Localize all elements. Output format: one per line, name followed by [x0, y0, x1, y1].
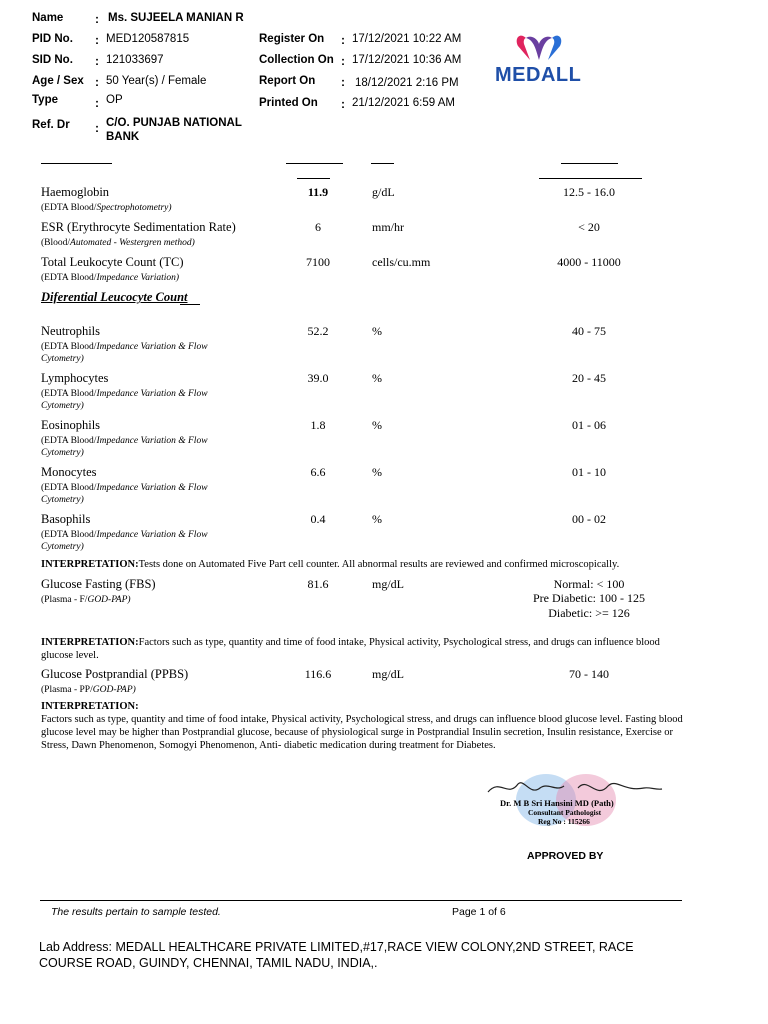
- sid-value: 121033697: [106, 54, 164, 66]
- method-name: Automated - Westergren method): [70, 238, 195, 248]
- test-name: Glucose Postprandial (PPBS): [41, 667, 189, 681]
- divider: [41, 163, 112, 164]
- test-ref-range: 12.5 - 16.0: [563, 185, 615, 199]
- pid-label: PID No.: [32, 33, 73, 45]
- doctor-title: Consultant Pathologist: [528, 808, 602, 817]
- method-name: Impedance Variation & Flow: [96, 483, 208, 493]
- brand-text: MEDALL: [495, 64, 582, 86]
- medall-heart-icon: [494, 30, 584, 64]
- sample-type: (EDTA Blood/: [41, 342, 97, 352]
- method-name: Impedance Variation & Flow: [96, 342, 208, 352]
- colon: :: [95, 75, 99, 89]
- test-name: Basophils: [41, 512, 91, 526]
- colon: :: [95, 33, 99, 47]
- doctor-reg: Reg No : 115266: [538, 817, 590, 826]
- test-method: [41, 482, 208, 494]
- test-unit: g/dL: [372, 185, 395, 199]
- colon: :: [341, 33, 345, 47]
- test-result: 39.0: [307, 371, 329, 385]
- test-method: [41, 272, 179, 284]
- refdr-line2: BANK: [106, 131, 140, 143]
- page-number: Page 1 of 6: [452, 906, 506, 918]
- collection-value: 17/12/2021 10:36 AM: [352, 54, 462, 66]
- brand-name: [495, 64, 581, 87]
- test-name: Monocytes: [41, 465, 97, 479]
- method-name: Impedance Variation & Flow: [96, 436, 208, 446]
- divider: [561, 163, 618, 164]
- interpretation-cbc: [41, 558, 701, 571]
- test-ref-range: < 20: [578, 220, 600, 234]
- interpretation-fbs: [41, 636, 691, 662]
- test-unit: %: [372, 512, 382, 526]
- colon: :: [95, 121, 99, 135]
- test-unit: mm/hr: [372, 220, 404, 234]
- sample-type: (Blood/: [41, 238, 71, 248]
- printed-label: Printed On: [259, 97, 318, 109]
- test-name: ESR (Erythrocyte Sedimentation Rate): [41, 220, 236, 234]
- test-result: 6.6: [310, 465, 326, 479]
- test-method: [41, 341, 208, 353]
- test-method-cont: [41, 541, 84, 553]
- colon: :: [95, 54, 99, 68]
- method-name: Cytometry): [41, 495, 84, 505]
- test-method: [41, 237, 195, 249]
- test-method: [41, 684, 136, 696]
- name-label: Name: [32, 12, 64, 24]
- test-unit: %: [372, 465, 382, 479]
- agesex-value: 50 Year(s) / Female: [106, 75, 207, 87]
- divider: [180, 304, 200, 305]
- sample-type: (EDTA Blood/: [41, 483, 97, 493]
- signature-block: [478, 770, 678, 830]
- test-ref-range: Pre Diabetic: 100 - 125: [533, 591, 645, 605]
- sample-type: (Plasma - F/: [41, 595, 88, 605]
- colon: :: [341, 54, 345, 68]
- test-method: [41, 202, 172, 214]
- agesex-label: Age / Sex: [32, 75, 84, 87]
- report-value: 18/12/2021 2:16 PM: [355, 77, 459, 89]
- test-ref-range: 40 - 75: [572, 324, 606, 338]
- test-ref-range: 20 - 45: [572, 371, 606, 385]
- test-unit: %: [372, 371, 382, 385]
- test-name: Lymphocytes: [41, 371, 109, 385]
- test-ref-range: 70 - 140: [569, 667, 609, 681]
- test-unit: mg/dL: [372, 667, 404, 681]
- refdr-label: Ref. Dr: [32, 119, 70, 131]
- footer-note: The results pertain to sample tested.: [51, 906, 221, 918]
- footer-divider: [40, 900, 682, 901]
- test-result: 6: [315, 220, 321, 234]
- interpretation-label: INTERPRETATION:: [41, 637, 139, 648]
- sid-label: SID No.: [32, 54, 73, 66]
- printed-value: 21/12/2021 6:59 AM: [352, 97, 455, 109]
- interpretation-label: INTERPRETATION:: [41, 701, 139, 712]
- sample-type: (EDTA Blood/: [41, 530, 97, 540]
- test-ref-range: Diabetic: >= 126: [548, 606, 630, 620]
- divider: [297, 178, 330, 179]
- test-name: Neutrophils: [41, 324, 101, 338]
- lab-address: Lab Address: MEDALL HEALTHCARE PRIVATE LIMITED,#17,RACE VIEW COLONY,2ND STREET, RACE COURSE ROAD, GUINDY, CHENNAI, TAMIL NADU, INDIA,.: [39, 940, 634, 970]
- test-result: 11.9: [307, 185, 329, 199]
- test-unit: %: [372, 324, 382, 338]
- test-name: Glucose Fasting (FBS): [41, 577, 156, 591]
- interpretation-text: Factors such as type, quantity and time of food intake, Physical activity, Psychological stress, and drugs can influence blood glucose level.: [41, 637, 660, 661]
- interpretation-text: Factors such as type, quantity and time of food intake, Physical activity, Psychological stress, and drugs can influence blood glucose level. Fasting blood glucose level may be higher than Postprandial glucose, because of physiological surge in Postprandial Insulin secretion, Insulin resistance, Exercise or Stress, Dawn Phenomenon, Somogyi Phenomenon, Anti- diabetic medication during treatment for Diabetes.: [41, 714, 683, 751]
- register-label: Register On: [259, 33, 325, 45]
- colon: :: [341, 97, 345, 111]
- divider: [371, 163, 394, 164]
- method-name: Cytometry): [41, 401, 84, 411]
- test-result: 52.2: [307, 324, 329, 338]
- test-method-cont: [41, 447, 84, 459]
- test-name: Haemoglobin: [41, 185, 110, 199]
- test-method-cont: [41, 494, 84, 506]
- test-ref-range: 4000 - 11000: [557, 255, 621, 269]
- test-method: [41, 529, 208, 541]
- sample-type: (EDTA Blood/: [41, 389, 97, 399]
- test-method-cont: [41, 400, 84, 412]
- colon: :: [95, 96, 99, 110]
- section-title: Diferential Leucocyte Count: [41, 290, 188, 304]
- interpretation-text: Tests done on Automated Five Part cell counter. All abnormal results are reviewed and confirmed microscopically.: [138, 559, 620, 570]
- method-name: Impedance Variation & Flow: [96, 530, 208, 540]
- method-name: Cytometry): [41, 542, 84, 552]
- pid-value: MED120587815: [106, 33, 190, 45]
- approved-by: APPROVED BY: [527, 850, 604, 862]
- method-name: GOD-PAP): [92, 685, 136, 695]
- refdr-line1: C/O. PUNJAB NATIONAL: [106, 117, 242, 129]
- test-ref-range: 01 - 06: [572, 418, 606, 432]
- sample-type: (Plasma - PP/: [41, 685, 93, 695]
- test-method-cont: [41, 353, 84, 365]
- method-name: Impedance Variation & Flow: [96, 389, 208, 399]
- method-name: Cytometry): [41, 354, 84, 364]
- type-value: OP: [106, 94, 123, 106]
- test-ref-range: 00 - 02: [572, 512, 606, 526]
- sample-type: (EDTA Blood/: [41, 273, 97, 283]
- test-unit: mg/dL: [372, 577, 404, 591]
- interpretation-label: INTERPRETATION:: [41, 559, 139, 570]
- test-method: [41, 594, 131, 606]
- divider: [539, 178, 642, 179]
- test-result: 0.4: [310, 512, 326, 526]
- sample-type: (EDTA Blood/: [41, 436, 97, 446]
- medall-logo: [494, 30, 584, 88]
- test-method: [41, 388, 208, 400]
- test-result: 116.6: [304, 667, 332, 681]
- divider: [286, 163, 343, 164]
- doctor-name: Dr. M B Sri Hansini MD (Path): [500, 798, 614, 808]
- test-name: Eosinophils: [41, 418, 101, 432]
- test-unit: %: [372, 418, 382, 432]
- collection-label: Collection On: [259, 54, 334, 66]
- test-method: [41, 435, 208, 447]
- register-value: 17/12/2021 10:22 AM: [352, 33, 462, 45]
- method-name: Cytometry): [41, 448, 84, 458]
- method-name: Spectrophotometry): [96, 203, 172, 213]
- test-ref-range: Normal: < 100: [553, 577, 625, 591]
- colon: :: [341, 75, 345, 89]
- test-ref-range: 01 - 10: [572, 465, 606, 479]
- type-label: Type: [32, 94, 58, 106]
- colon: :: [95, 12, 99, 26]
- test-result: 7100: [306, 255, 330, 269]
- interpretation-ppbs: [41, 700, 689, 752]
- test-name: Total Leukocyte Count (TC): [41, 255, 184, 269]
- test-unit: cells/cu.mm: [372, 255, 431, 269]
- test-result: 1.8: [310, 418, 326, 432]
- sample-type: (EDTA Blood/: [41, 203, 97, 213]
- report-label: Report On: [259, 75, 316, 87]
- method-name: Impedance Variation): [96, 273, 180, 283]
- test-result: 81.6: [307, 577, 329, 591]
- method-name: GOD-PAP): [87, 595, 131, 605]
- patient-name: Ms. SUJEELA MANIAN R: [108, 12, 244, 24]
